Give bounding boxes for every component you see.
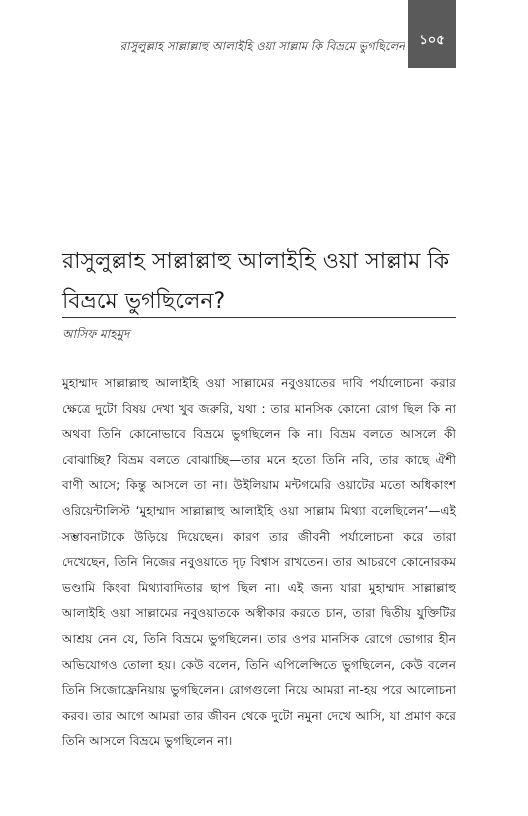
chapter-title: রাসুলুল্লাহ সাল্লাল্লাহু আলাইহি ওয়া সাল্লাম কি বিভ্রমে ভুগছিলেন? bbox=[62, 249, 450, 314]
page-number: ১০৫ bbox=[419, 33, 445, 48]
title-divider bbox=[62, 317, 456, 318]
page-number-tab bbox=[408, 0, 456, 68]
author-name: আসিফ মাহমুদ bbox=[62, 327, 130, 341]
running-header: রাসুলুল্লাহ সাল্লাল্লাহু আলাইহি ওয়া সাল্লাম কি বিভ্রমে ভুগছিলেন bbox=[119, 39, 405, 53]
body-paragraph: মুহাম্মাদ সাল্লাল্লাহু আলাইহি ওয়া সাল্লামের নবুওয়াতের দাবি পর্যালোচনা করার ক্ষেত্রে দুটো বিষয় দেখা খুব জরুরি, যথা : তার মানসিক কোনো রোগ ছিল কি না অথবা তিনি কোনোভাবে বিভ্রমে ভুগছিলেন কি না। বিভ্রম বলতে আসলে কী বোঝাচ্ছি? বিভ্রম বলতে বোঝাচ্ছি—তার মনে হতো তিনি নবি, তার কাছে ঐশী বাণী আসে; কিন্তু আসলে তা না। উইলিয়াম মন্টগমেরি ওয়াটের মতো অধিকাংশ ওরিয়েন্টালিস্ট ‘মুহাম্মাদ সাল্লাল্লাহু আলাইহি ওয়া সাল্লাম মিথ্যা বলেছিলেন’—এই সম্ভাবনাটাকে উড়িয়ে দিয়েছেন। কারণ তার জীবনী পর্যালোচনা করে তারা দেখেছেন, তিনি নিজের নবুওয়াতে দৃঢ় বিশ্বাস রাখতেন। তার আচরণে কোনোরকম ভণ্ডামি কিংবা মিথ্যাবাদিতার ছাপ ছিল না। এই জন্য যারা মুহাম্মাদ সাল্লাল্লাহু আলাইহি ওয়া সাল্লামের নবুওয়াতকে অস্বীকার করতে চান, তারা দ্বিতীয় যুক্তিটির আশ্রয় নেন যে, তিনি বিভ্রমে ভুগছিলেন। তার ওপর মানসিক রোগে ভোগার হীন অভিযোগও তোলা হয়। কেউ বলেন, তিনি এপিলেপ্সিতে ভুগছিলেন, কেউ বলেন তিনি সিজোফ্রেনিয়ায় ভুগছিলেন। রোগগুলো নিয়ে আমরা না-হয় পরে আলোচনা করব। তার আগে আমরা তার জীবন থেকে দুটো নমুনা দেখে আসি, যা প্রমাণ করে তিনি আসলে বিভ্রমে ভুগছিলেন না। bbox=[62, 376, 456, 749]
